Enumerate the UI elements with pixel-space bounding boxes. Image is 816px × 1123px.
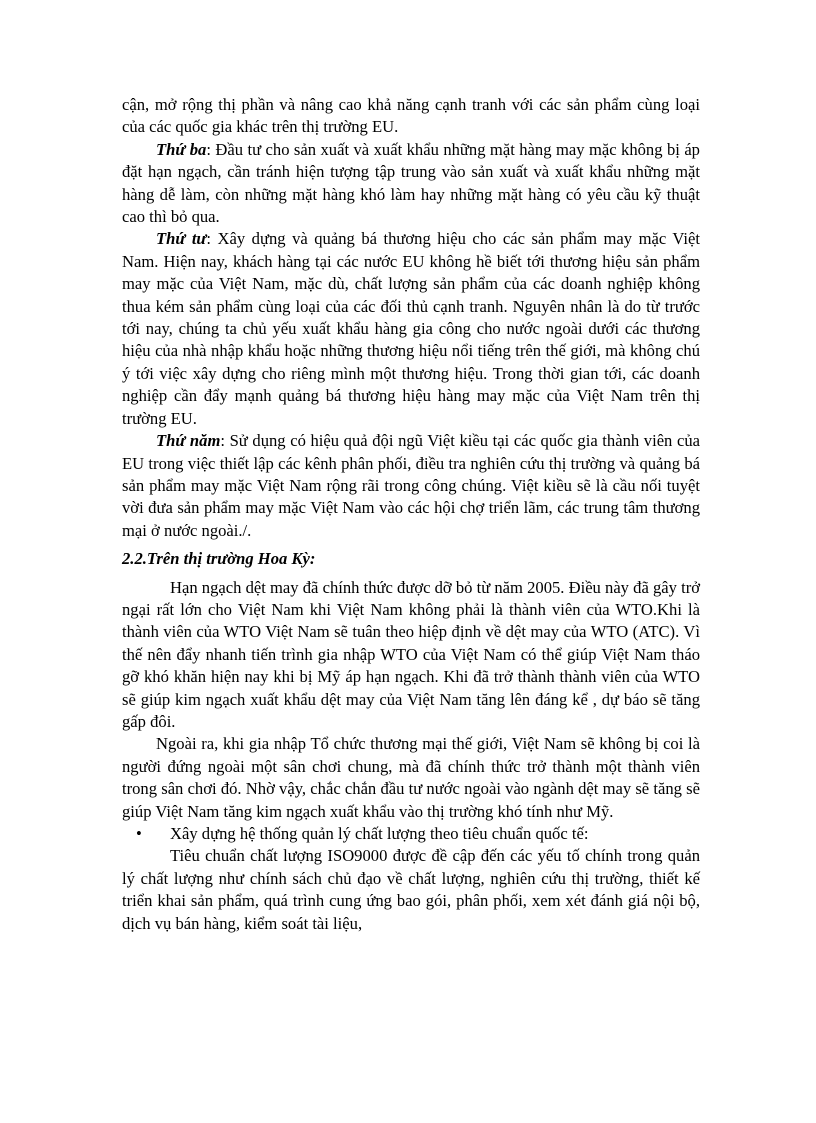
paragraph-thu-tu <box>122 228 700 430</box>
paragraph-continuation: cận, mở rộng thị phần và nâng cao khả năng cạnh tranh với các sản phẩm cùng loại của các quốc gia khác trên thị trường EU. <box>122 95 700 137</box>
paragraph-lead: Thứ tư <box>156 229 207 249</box>
bullet-icon: • <box>136 824 142 843</box>
paragraph-ngoai-ra: Ngoài ra, khi gia nhập Tổ chức thương mại thế giới, Việt Nam sẽ không bị coi là người đứng ngoài một sân chơi chung, mà đã chính thức trở thành một thành viên trong sân chơi đó. Nhờ vậy, chắc chắn đầu tư nước ngoài vào ngành dệt may sẽ tăng sẽ giúp Việt Nam tăng kim ngạch xuất khẩu vào thị trường khó tính như Mỹ. <box>122 734 700 821</box>
paragraph-body: : Xây dựng và quảng bá thương hiệu cho các sản phẩm may mặc Việt Nam. Hiện nay, khách hàng tại các nước EU không hề biết tới thương hiệu sản phẩm may mặc của Việt Nam, mặc dù, chất lượng sản phẩm của các doanh nghiệp không thua kém sản phẩm cùng loại của các đối thủ cạnh tranh. Nguyên nhân là do từ trước tới nay, chúng ta chủ yếu xuất khẩu hàng gia công cho nước ngoài dưới các thương hiệu của nhà nhập khẩu hoặc những thương hiệu nổi tiếng trên thế giới, mà không chú ý tới việc xây dựng cho riêng mình một thương hiệu. Trong thời gian tới, các doanh nghiệp cần đẩy mạnh quảng bá thương hiệu hàng may mặc của Việt Nam trên thị trường EU. <box>122 229 701 428</box>
paragraph-body: : Sử dụng có hiệu quả đội ngũ Việt kiều tại các quốc gia thành viên của EU trong việc thiết lập các kênh phân phối, điều tra nghiên cứu thị trường và quảng bá sản phẩm may mặc Việt Nam rộng rãi trong công chúng. Việt kiều sẽ là cầu nối tuyệt vời đưa sản phẩm may mặc Việt Nam vào các hội chợ triển lãm, các trung tâm thương mại ở nước ngoài./. <box>122 431 700 540</box>
document-page <box>122 94 700 935</box>
bullet-item <box>122 823 700 845</box>
paragraph-han-ngach: Hạn ngạch dệt may đã chính thức được dỡ bỏ từ năm 2005. Điều này đã gây trở ngại rất lớn cho Việt Nam khi Việt Nam không phải là thành viên của WTO.Khi là thành viên của WTO Việt Nam sẽ tuân theo hiệp định về dệt may của WTO (ATC). Vì thế nên đẩy nhanh tiến trình gia nhập WTO của Việt Nam có thể giúp Việt Nam tháo gỡ khó khăn hiện nay khi bị Mỹ áp hạn ngạch. Khi đã trở thành thành viên của WTO sẽ giúp kim ngạch xuất khẩu dệt may của Việt Nam tăng lên đáng kể , dự báo sẽ tăng gấp đôi. <box>122 577 700 731</box>
section-heading: 2.2.Trên thị trường Hoa Kỳ: <box>122 549 316 569</box>
paragraph-iso9000: Tiêu chuẩn chất lượng ISO9000 được đề cập đến các yếu tố chính trong quản lý chất lượng như chính sách chủ đạo về chất lượng, nghiên cứu thị trường, thiết kế triển khai sản phẩm, quá trình cung ứng bao gói, phân phối, xem xét đánh giá nội bộ, dịch vụ bán hàng, kiểm soát tài liệu, <box>122 846 700 933</box>
paragraph-thu-nam <box>122 430 700 542</box>
paragraph-lead: Thứ ba <box>156 139 207 159</box>
paragraph-body: : Đầu tư cho sản xuất và xuất khẩu những mặt hàng may mặc không bị áp đặt hạn ngạch, cần tránh hiện tượng tập trung vào sản xuất và xuất khẩu những mặt hàng dễ làm, còn những mặt hàng khó làm hay những mặt hàng có yêu cầu kỹ thuật cao thì bỏ qua. <box>122 139 700 227</box>
bullet-text: Xây dựng hệ thống quản lý chất lượng theo tiêu chuẩn quốc tế: <box>170 824 589 843</box>
paragraph-thu-ba <box>122 139 700 229</box>
paragraph-lead: Thứ năm <box>156 431 221 451</box>
